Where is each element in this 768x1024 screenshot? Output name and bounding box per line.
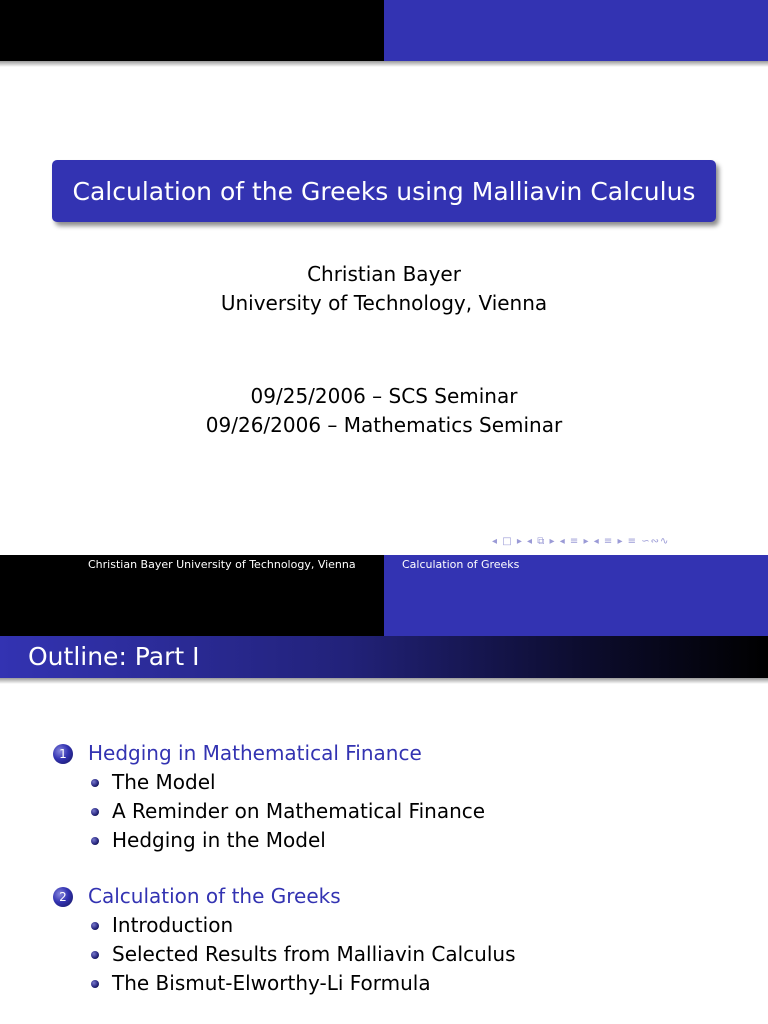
frame-title-bar bbox=[0, 636, 768, 678]
header-bar-right bbox=[384, 0, 768, 61]
title-box bbox=[52, 160, 716, 222]
bullet-icon bbox=[91, 980, 99, 988]
bullet-icon bbox=[91, 951, 99, 959]
frame-title: Outline: Part I bbox=[28, 642, 200, 671]
header-bar-left bbox=[0, 0, 384, 61]
section-title[interactable]: Calculation of the Greeks bbox=[88, 884, 341, 908]
slide-title: Calculation of the Greeks using Malliavin Calculus bbox=[72, 176, 696, 206]
section-title[interactable]: Hedging in Mathematical Finance bbox=[88, 741, 422, 765]
section-number-ball: 1 bbox=[53, 744, 73, 764]
author-name: Christian Bayer bbox=[307, 262, 461, 286]
bullet-icon bbox=[91, 779, 99, 787]
subsection-item[interactable]: Introduction bbox=[112, 913, 234, 937]
author-institution: University of Technology, Vienna bbox=[220, 291, 548, 315]
header-shadow bbox=[0, 61, 768, 67]
section-number-ball: 2 bbox=[53, 887, 73, 907]
bullet-icon bbox=[91, 837, 99, 845]
subsection-item[interactable]: A Reminder on Mathematical Finance bbox=[112, 799, 486, 823]
bullet-icon bbox=[91, 808, 99, 816]
bullet-icon bbox=[91, 922, 99, 930]
footer-short-title: Calculation of Greeks bbox=[402, 558, 520, 571]
navigation-symbols[interactable]: ◂ □ ▸ ◂ ⧉ ▸ ◂ ≡ ▸ ◂ ≡ ▸ ≡ ∽∾∿ bbox=[492, 536, 670, 547]
subsection-item[interactable]: The Bismut-Elworthy-Li Formula bbox=[112, 971, 431, 995]
subsection-item[interactable]: Hedging in the Model bbox=[112, 828, 326, 852]
footer-author: Christian Bayer University of Technology, Vienna bbox=[88, 558, 356, 571]
subsection-item[interactable]: Selected Results from Malliavin Calculus bbox=[112, 942, 516, 966]
date-line-1: 09/25/2006 – SCS Seminar bbox=[250, 384, 518, 408]
subsection-item[interactable]: The Model bbox=[112, 770, 216, 794]
date-line-2: 09/26/2006 – Mathematics Seminar bbox=[205, 413, 563, 437]
frame-title-shadow bbox=[0, 678, 768, 684]
